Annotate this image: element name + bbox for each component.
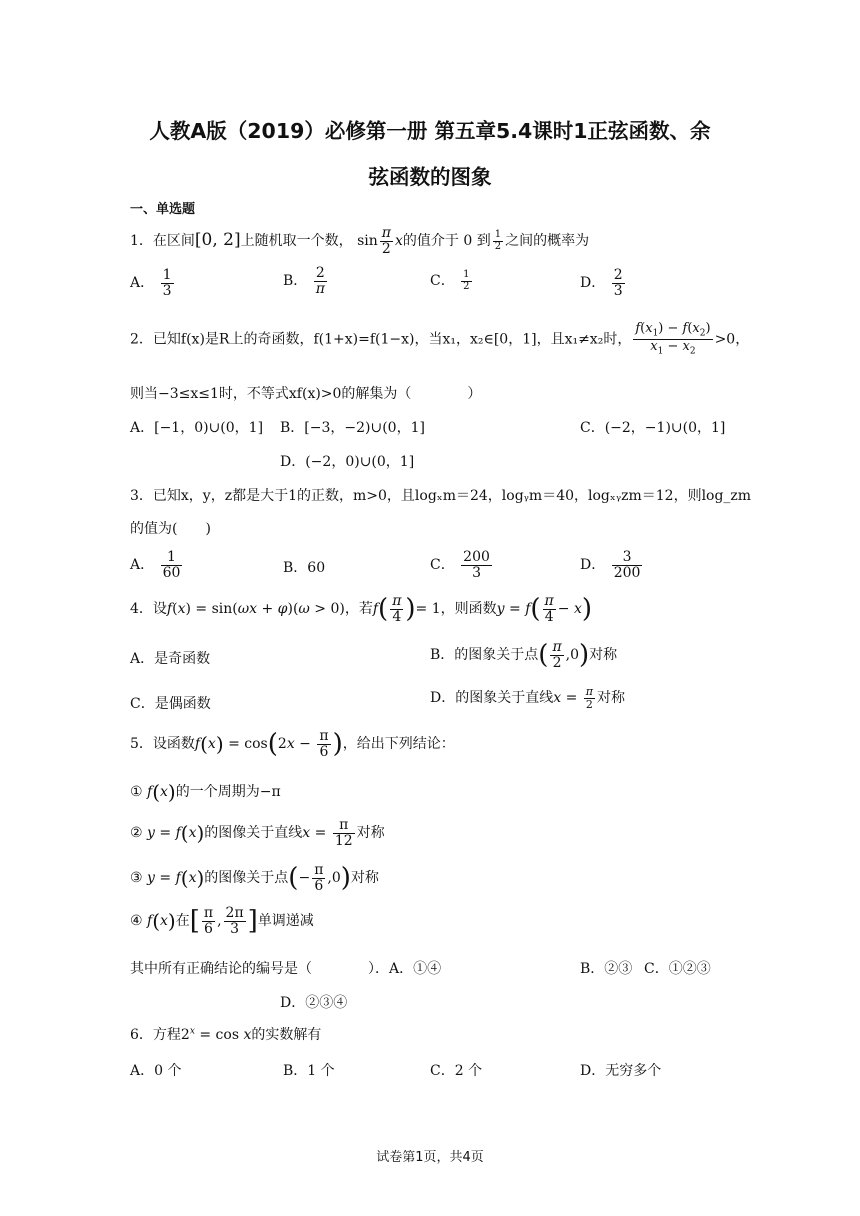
question-3-option-d: D． $\frac{3}{200}$	[580, 549, 641, 581]
question-5-stem: 5．设函数f(x) = cos(2x − $\frac{\pi}{6}$ )，给出下列结论：	[130, 728, 455, 760]
question-5-option-c: C．①②③	[644, 961, 711, 977]
question-4-option-c: C．是偶函数	[130, 696, 211, 712]
question-2-option-d: D．(−2，0)∪(0，1]	[280, 454, 415, 470]
question-5-option-d: D．②③④	[280, 995, 348, 1011]
page-footer: 试卷第1页，共4页	[376, 1150, 484, 1165]
question-6-option-b: B．1 个	[283, 1063, 335, 1079]
question-3-line1: 3．已知x，y，z都是大于1的正数，m>0，且logₓm＝24，logᵧm＝40，logₓᵧzm＝12，则log_zm	[130, 488, 752, 504]
question-2-line2: 则当−3≤x≤1时，不等式xf(x)>0的解集为（ ）	[130, 386, 482, 402]
question-2-option-b: B．[−3，−2)∪(0，1]	[280, 420, 425, 436]
question-5-statement-1: ① f(x)的一个周期为−π	[130, 780, 281, 804]
question-2-option-c: C．(−2，−1)∪(0，1]	[580, 420, 726, 436]
question-3-option-a: A． $\frac{1}{60}$	[130, 549, 181, 581]
question-6-stem: 6．方程$2^x = \cos x$的实数解有	[130, 1026, 322, 1043]
question-5-option-b: B．②③	[580, 961, 633, 977]
section-heading: 一、单选题	[130, 202, 196, 217]
page-title-line2: 弦函数的图象	[368, 165, 492, 189]
question-4-option-b: B．的图象关于点( $\frac{\pi}{2}$ ,0)对称	[430, 639, 618, 671]
question-4-option-d: D．的图象关于直线x = $\frac{\pi}{2}$ 对称	[430, 685, 626, 711]
question-1-option-c: C． $\frac{1}{2}$	[430, 269, 470, 292]
question-5-statement-2: ② y = f(x)的图像关于直线x = $\frac{\pi}{12}$ 对称	[130, 817, 385, 849]
question-5-statement-3: ③ y = f(x)的图像关于点(− $\frac{\pi}{6}$ ,0)对称	[130, 862, 379, 894]
question-6-option-d: D．无穷多个	[580, 1063, 662, 1079]
question-1-option-a: A． $\frac{1}{3}$	[130, 267, 172, 299]
question-1-stem: 1．在区间[0, 2]上随机取一个数， sin $\frac{\pi}{2}$ x的值介于 0 到 $\frac{1}{2}$ 之间的概率为	[130, 225, 590, 257]
question-3-line2: 的值为( )	[130, 521, 211, 537]
question-4-stem: 4．设f(x) = sin(ωx + φ)(ω > 0)，若f( $\frac{\pi}{4}$ )= 1，则函数y = f( $\frac{\pi}{4}$ − x)	[130, 593, 592, 625]
question-3-option-b: B．60	[283, 560, 326, 576]
question-2-stem: 2．已知f(x)是R上的奇函数，f(1+x)=f(1−x)，当x₁，x₂∈[0，1]，且x₁≠x₂时， $\frac{f(x_1) - f(x_2)}{x_1 - x_2}$ >0，	[130, 321, 750, 357]
question-4-option-a: A．是奇函数	[130, 651, 211, 667]
question-5-statement-4: ④ f(x)在[ $\frac{\pi}{6}$ , $\frac{2\pi}{3}$ ]单调递减	[130, 905, 314, 937]
question-6-option-a: A．0 个	[130, 1063, 182, 1079]
page-title-line1: 人教A版（2019）必修第一册 第五章5.4课时1正弦函数、余	[149, 119, 711, 143]
question-5-ask-option-a: 其中所有正确结论的编号是（ ）．A．①④	[130, 961, 442, 977]
question-2-option-a: A．[−1，0)∪(0，1]	[130, 420, 264, 436]
question-1-option-b: B． $\frac{2}{\pi}$	[283, 265, 325, 297]
question-6-option-c: C．2 个	[430, 1063, 483, 1079]
question-3-option-c: C． $\frac{200}{3}$	[430, 549, 490, 581]
question-1-option-d: D． $\frac{2}{3}$	[580, 267, 623, 299]
